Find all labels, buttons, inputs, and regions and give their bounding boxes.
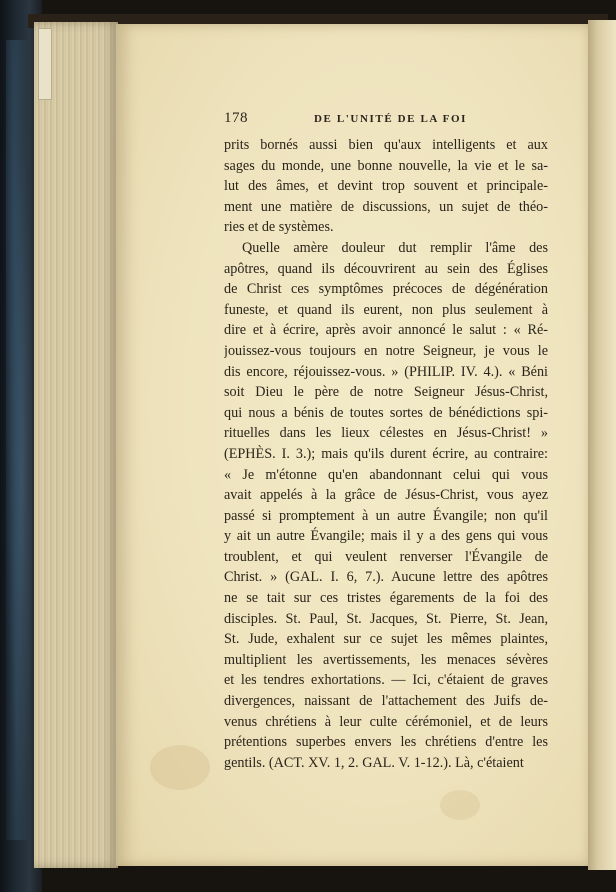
text-line: gentils. (ACT. XV. 1, 2. GAL. V. 1-12.). Là, c'étaient	[224, 754, 524, 771]
text-line: divergences, naissant de l'attachement des Juifs de-	[224, 693, 548, 710]
text-line: ment une matière de discussions, un sujet de théo-	[224, 198, 548, 215]
text-line: St. Jude, exhalent sur ce sujet les mêmes plaintes,	[224, 631, 548, 648]
text-line: troublent, et qui veulent renverser l'Évangile de	[224, 548, 548, 565]
text-line: apôtres, quand ils découvrirent au sein des Églises	[224, 260, 548, 277]
running-head: DE L'UNITÉ DE LA FOI	[314, 113, 468, 125]
text-line: soit Dieu le père de notre Seigneur Jésus-Christ,	[224, 384, 548, 401]
text-line: venus chrétiens à leur culte cérémoniel, et de leurs	[224, 713, 548, 730]
page-number: 178	[224, 110, 248, 126]
text-line: prétentions superbes envers les chrétiens d'entre les	[224, 734, 548, 751]
text-line: qui nous a bénis de toutes sortes de bénédictions spi-	[224, 404, 548, 421]
text-line: prits bornés aussi bien qu'aux intelligents et aux	[224, 137, 548, 153]
text-line: passé si promptement à un autre Évangile; non qu'il	[224, 507, 548, 524]
text-line: de Christ ces symptômes précoces de dégénération	[224, 281, 548, 298]
text-line: et les tendres exhortations. — Ici, c'étaient de graves	[224, 672, 548, 689]
text-line: lut des âmes, et devint trop souvent et principale-	[224, 178, 548, 195]
text-line: Christ. » (GAL. I. 6, 7.). Aucune lettre des apôtres	[224, 569, 548, 586]
paper-stain	[150, 745, 210, 790]
facing-page-edge	[588, 20, 616, 870]
text-line: « Je m'étonne qu'en abandonnant celui qui vous	[224, 466, 548, 483]
text-line: avait appelés à la grâce de Jésus-Christ, vous ayez	[224, 487, 548, 504]
text-line: ries et de systèmes.	[224, 219, 334, 236]
text-line: y ait un autre Évangile; mais il y a des gens qui vous	[224, 528, 548, 545]
paper-stain	[440, 790, 480, 820]
text-line: sages du monde, une bonne nouvelle, la vie et le sa-	[224, 157, 548, 174]
page-stack-edge	[34, 22, 118, 868]
body-text	[224, 135, 548, 773]
text-line: jouissez-vous toujours en notre Seigneur, je vous le	[224, 342, 548, 359]
text-line: disciples. St. Paul, St. Jacques, St. Pierre, St. Jean,	[224, 610, 548, 627]
text-line: multiplient les avertissements, les menaces sévères	[224, 651, 548, 668]
marbled-board	[6, 40, 32, 840]
endpaper-strip	[38, 28, 52, 100]
text-line: Quelle amère douleur dut remplir l'âme des	[242, 239, 548, 256]
text-line: dire et à écrire, après avoir annoncé le salut : « Ré-	[224, 322, 548, 339]
text-line: ne se tait sur ces tristes égarements de la foi des	[224, 590, 548, 607]
text-line: dis encore, réjouissez-vous. » (PHILIP. IV. 4.). « Béni	[224, 363, 548, 380]
text-line: (EPHÈS. I. 3.); mais qu'ils durent écrire, au contraire:	[224, 445, 548, 462]
page-header	[224, 110, 548, 130]
text-line: rituelles dans les lieux célestes en Jésus-Christ! »	[224, 425, 548, 442]
text-line: funeste, et quand ils eurent, non plus seulement à	[224, 301, 548, 318]
